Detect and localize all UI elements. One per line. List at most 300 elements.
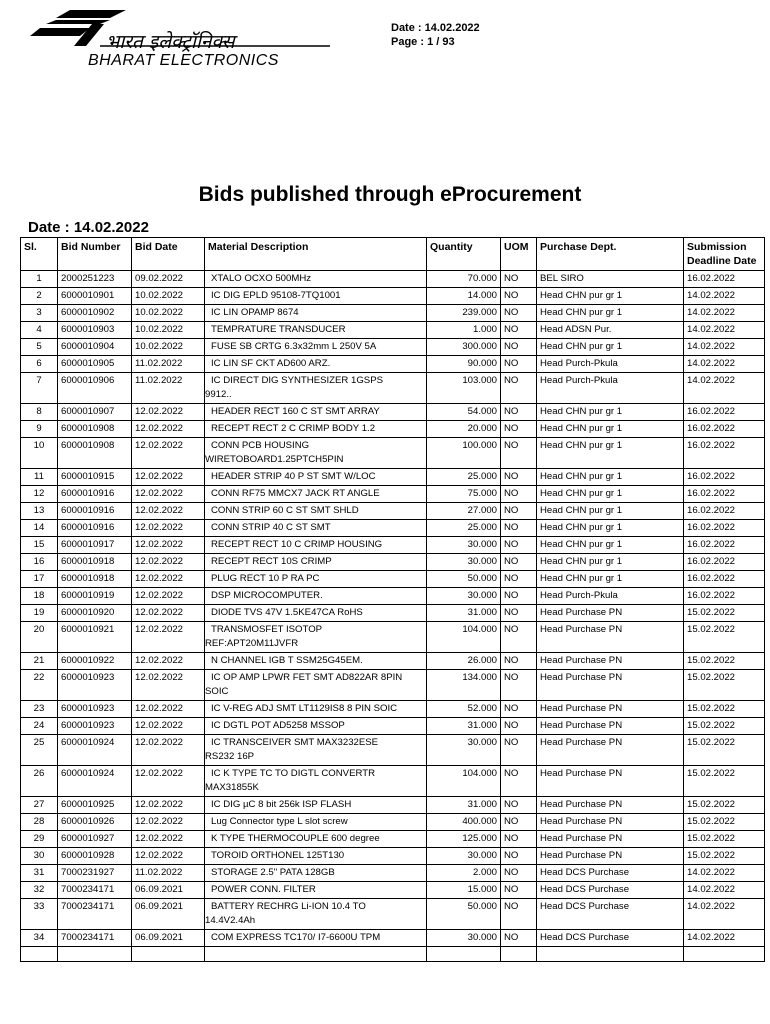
table-cell-uom: NO [501,670,537,701]
table-cell-material [205,520,427,537]
table-cell-uom: NO [501,701,537,718]
table-row [21,305,765,322]
table-cell-uom: NO [501,373,537,404]
material-line-continued: SOIC [205,686,229,697]
table-row [21,271,765,288]
table-cell-quantity: 25.000 [427,520,501,537]
table-cell-bid-number: 6000010915 [58,469,132,486]
col-header-dept: Purchase Dept. [537,238,684,271]
col-header-uom: UOM [501,238,537,271]
table-cell-deadline: 14.02.2022 [684,865,765,882]
table-cell-uom: NO [501,404,537,421]
table-cell-bid-date: 12.02.2022 [132,848,205,865]
table-row [21,865,765,882]
table-cell-dept: Head CHN pur gr 1 [537,288,684,305]
report-date: Date : 14.02.2022 [28,219,149,236]
table-cell-bid-number: 6000010908 [58,438,132,469]
table-cell-bid-date: 12.02.2022 [132,503,205,520]
table-cell-bid-number: 6000010906 [58,373,132,404]
material-line: RECEPT RECT 10S CRIMP [211,556,332,567]
table-cell-bid-number: 6000010907 [58,404,132,421]
table-cell-sl: 11 [21,469,58,486]
table-cell-deadline: 15.02.2022 [684,831,765,848]
table-cell-sl: 19 [21,605,58,622]
table-cell-material [205,554,427,571]
table-cell-uom: NO [501,766,537,797]
table-cell-bid-date: 12.02.2022 [132,421,205,438]
table-cell-material [205,421,427,438]
table-cell-material [205,288,427,305]
table-cell-dept: Head DCS Purchase [537,899,684,930]
table-row [21,797,765,814]
material-line: N CHANNEL IGB T SSM25G45EM. [211,655,363,666]
table-cell-dept: Head Purchase PN [537,814,684,831]
table-cell-sl: 1 [21,271,58,288]
table-cell-deadline: 14.02.2022 [684,373,765,404]
table-row [21,520,765,537]
table-cell-quantity: 54.000 [427,404,501,421]
table-cell-deadline: 15.02.2022 [684,797,765,814]
table-cell-sl: 30 [21,848,58,865]
table-cell-material [205,882,427,899]
table-cell-deadline: 16.02.2022 [684,271,765,288]
table-cell-deadline: 16.02.2022 [684,537,765,554]
table-cell-dept: Head Purchase PN [537,766,684,797]
table-cell-dept: Head Purchase PN [537,670,684,701]
table-cell-bid-number: 6000010928 [58,848,132,865]
material-line: IC DGTL POT AD5258 MSSOP [211,720,345,731]
table-cell-quantity: 2.000 [427,865,501,882]
table-cell-material [205,622,427,653]
material-line: IC TRANSCEIVER SMT MAX3232ESE [211,737,379,748]
material-line: HEADER STRIP 40 P ST SMT W/LOC [211,471,376,482]
table-cell-sl: 22 [21,670,58,701]
table-cell-sl: 21 [21,653,58,670]
table-cell-bid-number: 6000010922 [58,653,132,670]
table-cell-deadline: 15.02.2022 [684,605,765,622]
table-row [21,701,765,718]
table-row [21,438,765,469]
material-line: COM EXPRESS TC170/ I7-6600U TPM [211,932,381,943]
table-cell-sl: 5 [21,339,58,356]
table-cell-bid-date: 12.02.2022 [132,520,205,537]
table-cell-deadline: 16.02.2022 [684,469,765,486]
table-cell-sl: 14 [21,520,58,537]
material-line: K TYPE THERMOCOUPLE 600 degree [211,833,380,844]
material-line: IC LIN SF CKT AD600 ARZ. [211,358,331,369]
table-cell-material [205,537,427,554]
table-cell-dept: Head Purchase PN [537,605,684,622]
table-cell-quantity: 50.000 [427,899,501,930]
table-cell-material [205,930,427,947]
bids-table [20,237,765,962]
table-row [21,322,765,339]
table-cell-deadline: 14.02.2022 [684,288,765,305]
table-row [21,537,765,554]
table-cell-dept: Head CHN pur gr 1 [537,537,684,554]
table-cell-uom: NO [501,537,537,554]
col-header-bid-number: Bid Number [58,238,132,271]
company-logo [30,6,350,72]
table-cell-sl: 7 [21,373,58,404]
material-line: CONN PCB HOUSING [211,440,310,451]
table-cell-bid-number: 6000010905 [58,356,132,373]
table-cell-quantity: 90.000 [427,356,501,373]
material-line: FUSE SB CRTG 6.3x32mm L 250V 5A [211,341,377,352]
table-cell-bid-number: 6000010919 [58,588,132,605]
table-cell-bid-date: 12.02.2022 [132,469,205,486]
table-cell-deadline: 16.02.2022 [684,404,765,421]
table-cell-bid-number: 6000010924 [58,766,132,797]
table-cell-bid-number: 6000010923 [58,670,132,701]
table-cell-bid-date: 12.02.2022 [132,735,205,766]
table-row [21,605,765,622]
table-cell-material [205,305,427,322]
table-cell-material [205,588,427,605]
table-cell-sl: 9 [21,421,58,438]
table-cell-sl: 3 [21,305,58,322]
col-header-bid-date: Bid Date [132,238,205,271]
table-cell-sl: 34 [21,930,58,947]
table-cell-quantity: 104.000 [427,766,501,797]
table-cell-material [205,339,427,356]
table-cell-quantity: 50.000 [427,571,501,588]
table-cell-dept: Head CHN pur gr 1 [537,305,684,322]
table-row [21,288,765,305]
table-cell-quantity: 103.000 [427,373,501,404]
table-cell-deadline: 14.02.2022 [684,339,765,356]
table-cell-bid-date: 12.02.2022 [132,701,205,718]
table-cell-bid-date: 06.09.2021 [132,899,205,930]
table-cell-dept: Head Purchase PN [537,797,684,814]
table-cell-bid-date: 12.02.2022 [132,537,205,554]
table-row [21,373,765,404]
table-cell-material [205,848,427,865]
table-cell-quantity: 239.000 [427,305,501,322]
table-cell-sl: 16 [21,554,58,571]
table-cell-quantity: 400.000 [427,814,501,831]
table-cell-material [205,605,427,622]
material-line: RECEPT RECT 2 C CRIMP BODY 1.2 [211,423,376,434]
table-cell-bid-date: 12.02.2022 [132,718,205,735]
table-cell-sl: 24 [21,718,58,735]
table-cell-sl: 17 [21,571,58,588]
material-line: IC DIG µC 8 bit 256k ISP FLASH [211,799,352,810]
table-cell-deadline: 16.02.2022 [684,571,765,588]
table-cell-bid-date: 11.02.2022 [132,865,205,882]
table-cell-bid-number: 7000231927 [58,865,132,882]
table-cell-bid-number: 6000010918 [58,554,132,571]
table-cell-quantity: 27.000 [427,503,501,520]
material-line-continued: REF:APT20M11JVFR [205,638,299,649]
material-line: IC DIRECT DIG SYNTHESIZER 1GSPS [211,375,384,386]
table-cell-uom: NO [501,735,537,766]
table-cell-material [205,271,427,288]
table-row [21,814,765,831]
table-cell-quantity: 31.000 [427,605,501,622]
table-cell-uom: NO [501,882,537,899]
table-cell-material [205,865,427,882]
table-cell-bid-date: 10.02.2022 [132,339,205,356]
table-cell-sl: 20 [21,622,58,653]
table-cell-bid-number: 6000010924 [58,735,132,766]
table-cell-uom: NO [501,930,537,947]
table-cell-quantity: 52.000 [427,701,501,718]
table-row [21,766,765,797]
table-cell-material [205,356,427,373]
material-line: DIODE TVS 47V 1.5KE47CA RoHS [211,607,363,618]
table-cell-material [205,486,427,503]
table-row [21,588,765,605]
table-cell-uom: NO [501,899,537,930]
table-cell-material [205,404,427,421]
table-row [21,653,765,670]
table-cell-bid-date: 12.02.2022 [132,670,205,701]
table-cell-quantity: 30.000 [427,848,501,865]
table-cell-material [205,718,427,735]
table-cell-bid-date: 12.02.2022 [132,797,205,814]
table-cell-material [205,653,427,670]
table-cell-dept: Head CHN pur gr 1 [537,404,684,421]
table-cell-sl: 15 [21,537,58,554]
table-cell-dept: Head CHN pur gr 1 [537,571,684,588]
table-cell-bid-number: 7000234171 [58,882,132,899]
table-cell-dept: Head Purchase PN [537,735,684,766]
table-cell-dept: Head CHN pur gr 1 [537,520,684,537]
table-row [21,486,765,503]
table-cell-bid-date: 12.02.2022 [132,605,205,622]
table-cell-deadline: 15.02.2022 [684,718,765,735]
table-row [21,554,765,571]
table-cell-bid-date: 10.02.2022 [132,288,205,305]
table-cell-dept: Head DCS Purchase [537,865,684,882]
table-cell-material [205,670,427,701]
table-cell-deadline: 15.02.2022 [684,848,765,865]
table-cell-quantity: 25.000 [427,469,501,486]
table-cell-material [205,373,427,404]
table-cell-dept: Head CHN pur gr 1 [537,438,684,469]
table-row [21,421,765,438]
table-cell-bid-number: 6000010901 [58,288,132,305]
table-cell-quantity: 125.000 [427,831,501,848]
table-cell-uom: NO [501,571,537,588]
table-cell-bid-number: 6000010902 [58,305,132,322]
col-header-quantity: Quantity [427,238,501,271]
material-line: IC DIG EPLD 95108-7TQ1001 [211,290,341,301]
col-header-deadline: Submission Deadline Date [684,238,765,271]
table-row [21,571,765,588]
table-cell-empty [427,947,501,962]
table-row [21,831,765,848]
material-line: RECEPT RECT 10 C CRIMP HOUSING [211,539,383,550]
table-cell-bid-number: 6000010904 [58,339,132,356]
table-cell-bid-number: 7000234171 [58,930,132,947]
table-cell-deadline: 15.02.2022 [684,670,765,701]
table-cell-bid-date: 10.02.2022 [132,305,205,322]
table-cell-uom: NO [501,339,537,356]
table-cell-bid-number: 6000010916 [58,503,132,520]
table-cell-bid-date: 12.02.2022 [132,814,205,831]
table-cell-bid-date: 06.09.2021 [132,930,205,947]
table-cell-sl: 6 [21,356,58,373]
table-cell-deadline: 16.02.2022 [684,520,765,537]
table-header-row [21,238,765,271]
table-row [21,503,765,520]
table-cell-bid-date: 12.02.2022 [132,766,205,797]
table-cell-uom: NO [501,288,537,305]
material-line: PLUG RECT 10 P RA PC [211,573,320,584]
col-header-sl: Sl. [21,238,58,271]
table-cell-sl: 12 [21,486,58,503]
material-line: HEADER RECT 160 C ST SMT ARRAY [211,406,380,417]
table-row [21,718,765,735]
table-cell-sl: 4 [21,322,58,339]
table-cell-bid-number: 6000010923 [58,701,132,718]
table-cell-deadline: 14.02.2022 [684,305,765,322]
table-cell-uom: NO [501,605,537,622]
table-cell-uom: NO [501,814,537,831]
table-cell-bid-date: 06.09.2021 [132,882,205,899]
table-row [21,735,765,766]
material-line-continued: 9912.. [205,389,232,400]
table-cell-deadline: 15.02.2022 [684,622,765,653]
logo-english-text: BHARAT ELECTRONICS [88,52,279,69]
table-cell-deadline: 16.02.2022 [684,554,765,571]
table-cell-dept: Head Purchase PN [537,831,684,848]
table-cell-bid-number: 6000010920 [58,605,132,622]
material-line: CONN STRIP 60 C ST SMT SHLD [211,505,359,516]
table-cell-sl: 33 [21,899,58,930]
table-cell-sl: 31 [21,865,58,882]
table-cell-bid-number: 6000010921 [58,622,132,653]
table-cell-deadline: 15.02.2022 [684,701,765,718]
table-row [21,670,765,701]
table-cell-uom: NO [501,831,537,848]
table-cell-deadline: 16.02.2022 [684,503,765,520]
table-cell-quantity: 15.000 [427,882,501,899]
table-row [21,882,765,899]
table-cell-deadline: 15.02.2022 [684,766,765,797]
table-cell-sl: 2 [21,288,58,305]
table-cell-quantity: 20.000 [427,421,501,438]
table-cell-uom: NO [501,356,537,373]
table-cell-bid-date: 12.02.2022 [132,831,205,848]
table-cell-bid-number: 6000010917 [58,537,132,554]
table-cell-uom: NO [501,503,537,520]
table-row [21,469,765,486]
table-cell-bid-date: 12.02.2022 [132,571,205,588]
table-cell-dept: Head Purchase PN [537,848,684,865]
table-cell-bid-number: 6000010927 [58,831,132,848]
table-cell-quantity: 104.000 [427,622,501,653]
material-line: IC V-REG ADJ SMT LT1129IS8 8 PIN SOIC [211,703,398,714]
table-cell-deadline: 16.02.2022 [684,438,765,469]
table-cell-uom: NO [501,588,537,605]
table-cell-bid-date: 12.02.2022 [132,588,205,605]
table-cell-empty [501,947,537,962]
table-cell-material [205,899,427,930]
material-line-continued: MAX31855K [205,782,259,793]
header-meta [391,21,480,49]
table-cell-dept: Head Purchase PN [537,653,684,670]
material-line: POWER CONN. FILTER [211,884,316,895]
table-cell-dept: Head DCS Purchase [537,882,684,899]
table-cell-bid-number: 6000010908 [58,421,132,438]
table-cell-bid-number: 6000010903 [58,322,132,339]
col-header-material: Material Description [205,238,427,271]
logo-hindi-text: भारत इलेक्ट्रॉनिक्स [106,31,235,53]
page-title: Bids published through eProcurement [198,183,582,206]
table-cell-quantity: 14.000 [427,288,501,305]
table-cell-bid-number: 7000234171 [58,899,132,930]
material-line: TEMPRATURE TRANSDUCER [211,324,346,335]
table-cell-uom: NO [501,271,537,288]
table-cell-uom: NO [501,797,537,814]
table-cell-sl: 28 [21,814,58,831]
table-cell-quantity: 1.000 [427,322,501,339]
table-cell-empty [684,947,765,962]
table-row [21,356,765,373]
table-cell-uom: NO [501,421,537,438]
table-cell-bid-date: 12.02.2022 [132,404,205,421]
table-cell-empty [21,947,58,962]
table-cell-quantity: 134.000 [427,670,501,701]
table-cell-dept: Head Purch-Pkula [537,356,684,373]
table-cell-quantity: 30.000 [427,537,501,554]
table-cell-quantity: 31.000 [427,797,501,814]
table-cell-bid-number: 2000251223 [58,271,132,288]
table-cell-quantity: 70.000 [427,271,501,288]
table-row [21,930,765,947]
table-cell-bid-date: 12.02.2022 [132,554,205,571]
table-cell-uom: NO [501,438,537,469]
table-cell-bid-date: 09.02.2022 [132,271,205,288]
table-cell-uom: NO [501,486,537,503]
table-cell-empty [537,947,684,962]
material-line-continued: RS232 16P [205,751,255,762]
table-cell-quantity: 300.000 [427,339,501,356]
page-indicator: Page : 1 / 93 [391,36,455,48]
material-line: TOROID ORTHONEL 125T130 [211,850,345,861]
table-cell-material [205,797,427,814]
table-cell-sl: 23 [21,701,58,718]
material-line: TRANSMOSFET ISOTOP [211,624,323,635]
table-cell-empty [58,947,132,962]
table-cell-deadline: 15.02.2022 [684,653,765,670]
material-line-continued: WIRETOBOARD1.25PTCH5PIN [205,454,344,465]
table-cell-quantity: 30.000 [427,588,501,605]
material-line: IC K TYPE TC TO DIGTL CONVERTR [211,768,376,779]
material-line: CONN STRIP 40 C ST SMT [211,522,331,533]
table-cell-bid-number: 6000010925 [58,797,132,814]
material-line: XTALO OCXO 500MHz [211,273,312,284]
material-line: IC OP AMP LPWR FET SMT AD822AR 8PIN [211,672,403,683]
table-cell-bid-date: 11.02.2022 [132,356,205,373]
table-cell-dept: Head Purchase PN [537,718,684,735]
table-cell-empty [205,947,427,962]
header-date: Date : 14.02.2022 [391,22,480,34]
table-row [21,899,765,930]
table-cell-sl: 26 [21,766,58,797]
table-cell-dept: Head DCS Purchase [537,930,684,947]
material-line: Lug Connector type L slot screw [211,816,348,827]
table-cell-material [205,503,427,520]
table-cell-uom: NO [501,622,537,653]
table-cell-dept: Head CHN pur gr 1 [537,554,684,571]
table-cell-deadline: 15.02.2022 [684,814,765,831]
material-line: CONN RF75 MMCX7 JACK RT ANGLE [211,488,380,499]
table-cell-sl: 8 [21,404,58,421]
